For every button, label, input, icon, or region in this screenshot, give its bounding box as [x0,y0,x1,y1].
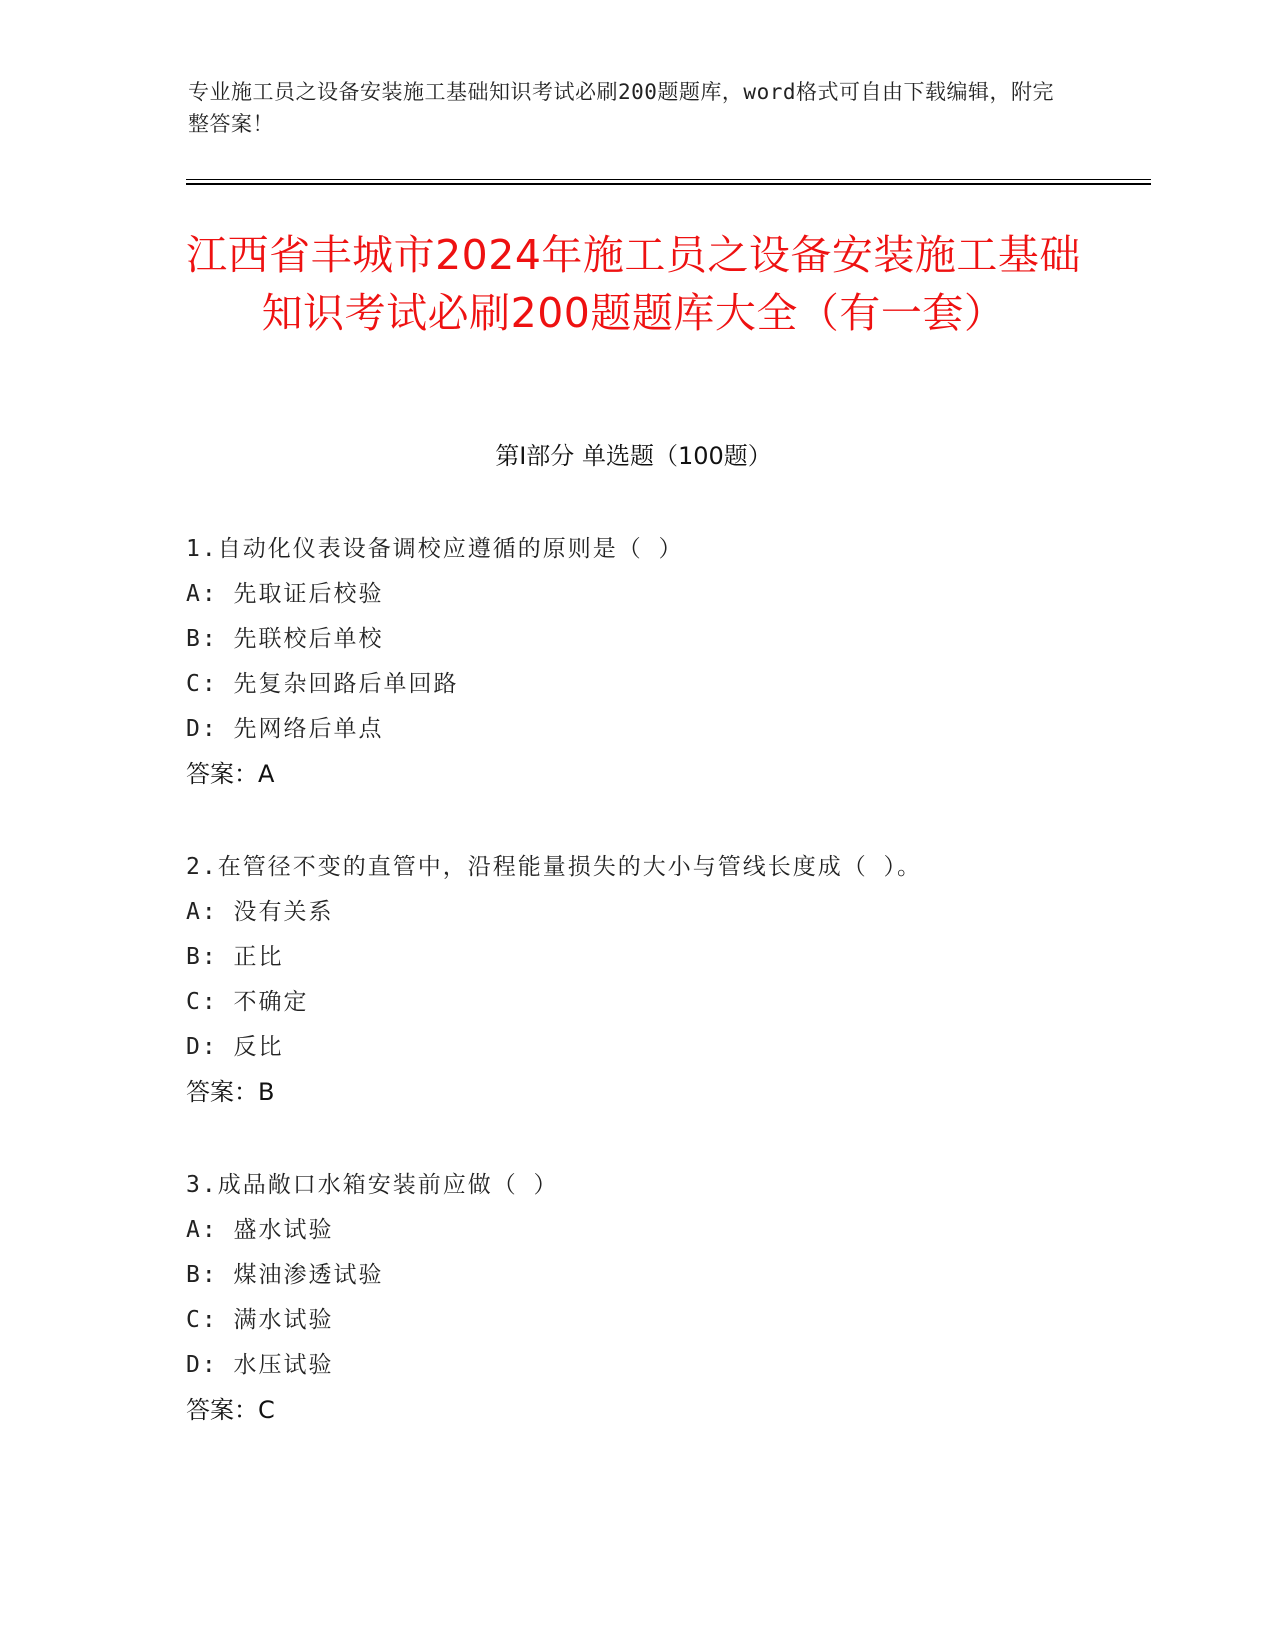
section-title: 第Ⅰ部分 单选题（100题） [495,442,772,470]
question-stem: 2.在管径不变的直管中，沿程能量损失的大小与管线长度成（ ）。 [186,854,923,880]
question-3 [186,1163,1086,1433]
document-title: 江西省丰城市2024年施工员之设备安装施工基础知识考试必刷200题题库大全（有一套） [186,231,1081,337]
option-d: D: 水压试验 [186,1352,334,1378]
question-stem: 3.成品敞口水箱安装前应做（ ） [186,1172,559,1198]
option-a: A: 没有关系 [186,899,334,925]
option-c: C: 不确定 [186,989,309,1015]
option-a: A: 盛水试验 [186,1217,334,1243]
option-c: C: 先复杂回路后单回路 [186,671,459,697]
option-d: D: 反比 [186,1034,284,1060]
answer: 答案：C [186,1396,275,1424]
answer: 答案：B [186,1078,275,1106]
option-d: D: 先网络后单点 [186,716,384,742]
question-2 [186,845,1086,1115]
option-c: C: 满水试验 [186,1307,334,1333]
header-rule-thick [186,183,1151,185]
question-list [186,527,1086,1481]
question-1 [186,527,1086,797]
header-rule-thin [186,179,1151,180]
question-stem: 1.自动化仪表设备调校应遵循的原则是（ ） [186,536,684,562]
header-note: 专业施工员之设备安装施工基础知识考试必刷200题题库，word格式可自由下载编辑，附完整答案！ [188,80,1054,136]
option-a: A: 先取证后校验 [186,581,384,607]
answer: 答案：A [186,760,275,788]
option-b: B: 正比 [186,944,284,970]
option-b: B: 先联校后单校 [186,626,384,652]
option-b: B: 煤油渗透试验 [186,1262,384,1288]
